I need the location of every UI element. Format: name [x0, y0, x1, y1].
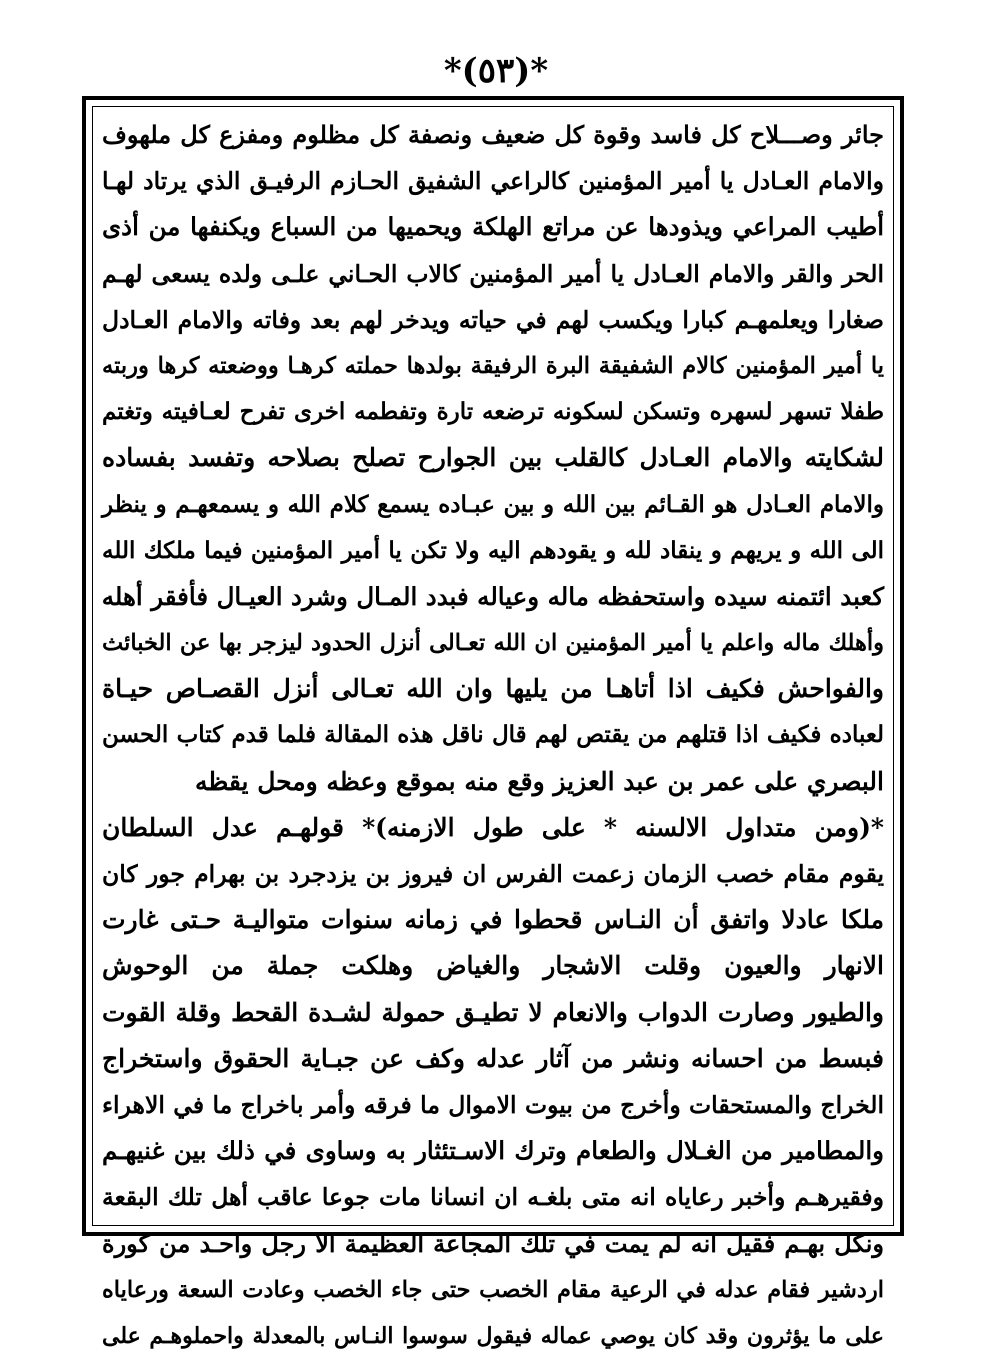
text-line: جائر وصـــلاح كل فاسد وقوة كل ضعيف ونصفة كل مظلوم ومفزع كل ملهوف	[102, 120, 884, 149]
body-text	[101, 112, 884, 1349]
text-line: صغارا ويعلمهـم كبارا ويكسب لهم في حياته ويدخر لهم بعد وفاته والامام العـادل	[102, 305, 884, 334]
text-line: أطيب المراعي ويذودها عن مراتع الهلكة ويحميها من السباع ويكنفها من أذى	[102, 212, 884, 242]
text-line: والمطامير من الغـلال والطعام وترك الاسـتئثار به وساوى في ذلك بين غنيهـم	[102, 1136, 884, 1166]
text-line: الخراج والمستحقات وأخرج من بيوت الاموال ما فرقه وأمر باخراج ما في الاهراء	[102, 1090, 884, 1119]
text-line: والطيور وصارت الدواب والانعام لا تطيـق حمولة لشـدة القحط وقلة القوت	[102, 997, 884, 1027]
text-line: اردشير فقام عدله في الرعية مقام الخصب حتى جاء الخصب وعادت السعة ورعاياه	[102, 1276, 884, 1303]
text-line: فبسط من احسانه ونشر من آثار عدله وكف عن جبـاية الحقوق واستخراج	[102, 1043, 884, 1073]
text-line: والفواحش فكيف اذا أتاهـا من يليها وان الله تعـالى أنزل القصـاص حيـاة	[102, 674, 884, 704]
text-line: وأهلك ماله واعلم يا أمير المؤمنين ان الله تعـالى أنزل الحدود ليزجر بها عن الخبائث	[102, 630, 884, 657]
page-number: *(٥٣)*	[443, 51, 549, 91]
text-line: البصري على عمر بن عبد العزيز وقع منه بموقع وعظه ومحل يقظه	[194, 766, 884, 796]
text-line: يا أمير المؤمنين كالام الشفيقة البرة الرفيقة بولدها حملته كرهـا ووضعته كرها وربته	[102, 352, 884, 379]
text-line: الانهار والعيون وقلت الاشجار والغياض وهلكت جملة من الوحوش	[102, 951, 884, 981]
text-line: طفلا تسهر لسهره وتسكن لسكونه ترضعه تارة وتفطمه اخرى تفرح لعـافيته وتغتم	[102, 398, 884, 426]
text-line: والامام العـادل يا أمير المؤمنين كالراعي الشفيق الحـازم الرفيـق الذي يرتاد لهـا	[102, 167, 884, 196]
text-line: على ما يؤثرون وقد كان يوصي عماله فيقول سوسوا النـاس بالمعدلة واحملوهـم على	[102, 1322, 884, 1349]
text-line: لشكايته والامام العـادل كالقلب بين الجوارح تصلح بصلاحه وتفسد بفساده	[102, 443, 884, 473]
text-line: كعبد ائتمنه سيده واستحفظه ماله وعياله فبدد المـال وشرد العيـال فأفقر أهله	[101, 581, 884, 611]
text-line: يقوم مقام خصب الزمان زعمت الفرس ان فيروز بن يزدجرد بن بهرام جور كان	[102, 860, 884, 888]
text-line: وفقيرهـم وأخبر رعاياه انه متى بلغـه ان انسانا مات جوعا عاقب أهل تلك البقعة	[102, 1183, 884, 1212]
section-heading-line: *(ومن متداول الالسنه * على طول الازمنه)* قولهـم عدل السلطان	[102, 812, 884, 842]
text-line: ملكا عادلا واتفق أن النـاس قحطوا في زمانه سنوات متواليـة حـتى غارت	[102, 905, 884, 935]
text-line: ونكل بهـم فقيل انه لم يمت في تلك المجاعة العظيمة الا رجل واحـد من كورة	[102, 1228, 884, 1258]
text-line: والامام العـادل هو القـائم بين الله و بين عبـاده يسمع كلام الله و يسمعهـم و ينظر	[102, 490, 884, 518]
text-line: الحر والقر والامام العـادل يا أمير المؤمنين كالاب الحـاني علـى ولده يسعى لهـم	[102, 259, 884, 288]
text-line: الى الله و يريهم و ينقاد لله و يقودهم اليه ولا تكن يا أمير المؤمنين فيما ملكك الله	[102, 536, 884, 564]
text-line: لعباده فكيف اذا قتلهم من يقتص لهم قال ناقل هذه المقالة فلما قدم كتاب الحسن	[102, 721, 884, 749]
